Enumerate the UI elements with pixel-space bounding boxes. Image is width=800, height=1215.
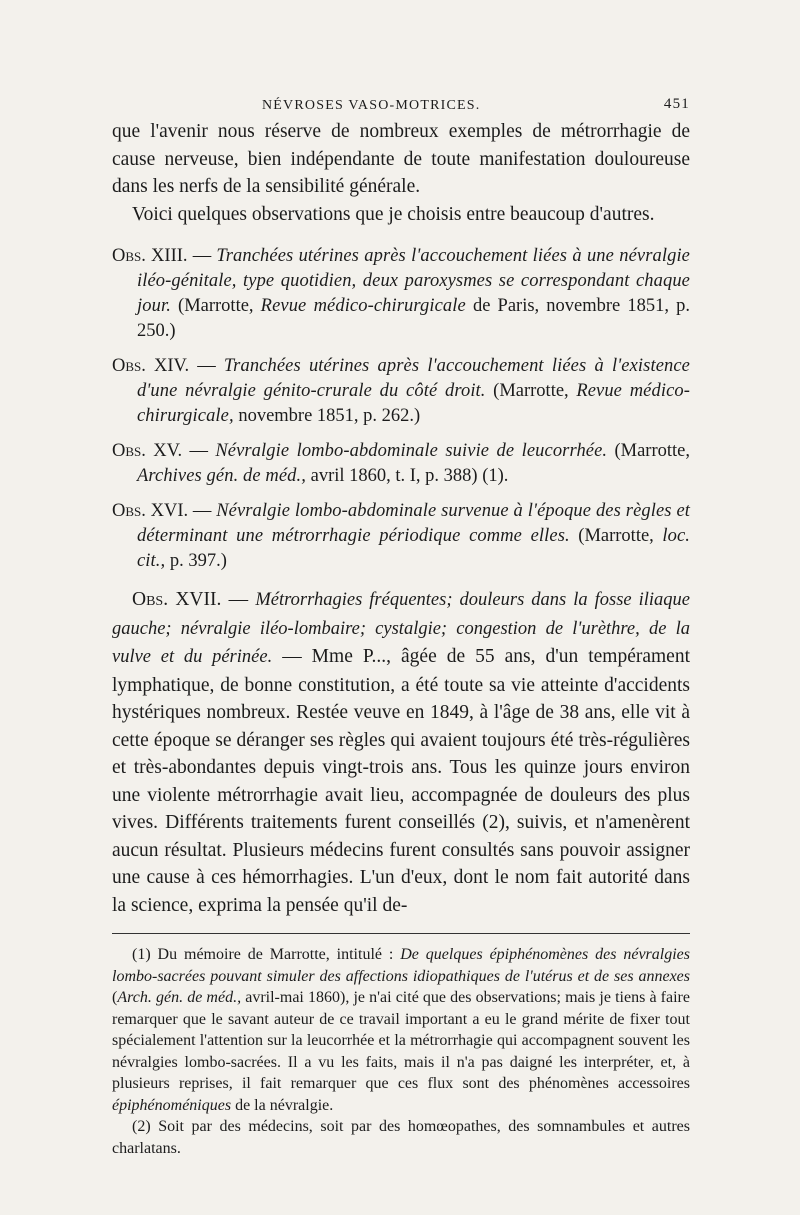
- obs-ref: Archives gén. de méd.,: [137, 466, 306, 486]
- obs-label: Obs. XVI.: [112, 501, 189, 521]
- footnote-2: (2) Soit par des médecins, soit par des homœopathes, des somnambules et autres charlatans.: [112, 1118, 690, 1157]
- obs-label: Obs. XIII.: [112, 246, 188, 266]
- observation-14: Obs. XIV. — Tranchées utérines après l'accouchement liées à l'existence d'une névralgie génito-crurale du côté droit. (Marrotte, Revue médico-chirurgicale, novembre 1851, p. 262.): [112, 356, 691, 426]
- running-title: NÉVROSES VASO-MOTRICES.: [262, 98, 481, 113]
- observation-17: Obs. XVII. — Métrorrhagies fréquentes; douleurs dans la fosse iliaque gauche; névralgie iléo-lombaire; cystalgie; congestion de l'urèthre, de la vulve et du périnée. — Mme P..., âgée de 55 ans, d'un tempérament lymphatique, de bonne constitution, a été toute sa vie atteinte d'accidents hystériques nombreux. Restée veuve en 1849, à l'âge de 38 ans, elle vit à cette époque se déranger ses règles qui avaient toujours été très-régulières et très-abondantes depuis vingt-trois ans. Tous les quinze jours environ une violente métrorrhagie avait lieu, accompagnée de douleurs des plus vives. Différents traitements furent conseillés (2), suivis, et n'amenèrent aucun résultat. Plusieurs médecins furent consultés sans pouvoir assigner une cause à ces hémorrhagies. L'un d'eux, dont le nom fait autorité dans la science, exprima la pensée qu'il de-: [112, 589, 691, 916]
- running-head: [112, 94, 690, 118]
- obs-text: — Mme P..., âgée de 55 ans, d'un tempérament lymphatique, de bonne constitution, a été toute sa vie atteinte d'accidents hystériques nombreux. Restée veuve en 1849, à l'âge de 38 ans, elle vit à cette époque se déranger ses règles qui avaient toujours été très-régulières et très-abondantes depuis vingt-trois ans. Tous les quinze jours environ une violente métrorrhagie avait lieu, accompagnée de douleurs des plus vives. Différents traitements furent conseillés (2), suivis, et n'amenèrent aucun résultat. Plusieurs médecins furent consultés sans pouvoir assigner une cause à ces hémorrhagies. L'un d'eux, dont le nom fait autorité dans la science, exprima la pensée qu'il de-: [112, 646, 690, 916]
- obs-label: Obs. XIV.: [112, 356, 190, 376]
- obs-title: Tranchées utérines après l'accouchement liées à une névralgie iléo-génitale, type quotidien, deux paroxysmes se correspondant chaque jour.: [137, 246, 690, 316]
- footnote-1: (1) Du mémoire de Marrotte, intitulé : De quelques épiphénomènes des névralgies lombo-sacrées pouvant simuler des affections idiopathiques de l'utérus et de ses annexes (Arch. gén. de méd., avril-mai 1860), je n'ai cité que des observations; mais je tiens à faire remarquer que le savant auteur de ce travail important a eu le grand mérite de fixer tout spécialement l'attention sur la leucorrhée et la métrorrhagie qui accompagnent souvent les névralgies lombo-sacrées. Il a vu les faits, mais il n'a pas daigné les interpréter, et, à plusieurs reprises, il fait remarquer que ces flux sont des phénomènes accessoires épiphénoméniques de la névralgie.: [112, 946, 690, 1114]
- page-number: 451: [663, 96, 690, 112]
- obs-title: Névralgie lombo-abdominale suivie de leucorrhée.: [215, 441, 608, 461]
- obs-title: Névralgie lombo-abdominale survenue à l'époque des règles et déterminant une métrorrhagie périodique comme elles.: [137, 501, 690, 546]
- paragraph-2: Voici quelques observations que je choisis entre beaucoup d'autres.: [132, 203, 655, 225]
- paragraph-1: que l'avenir nous réserve de nombreux exemples de métrorrhagie de cause nerveuse, bien indépendante de toute manifestation douloureuse dans les nerfs de la sensibilité générale.: [112, 121, 690, 197]
- obs-ref: Revue médico-chirurgicale: [260, 296, 466, 316]
- obs-ref: loc. cit.,: [137, 526, 690, 571]
- obs-title: Tranchées utérines après l'accouchement liées à l'existence d'une névralgie génito-crurale du côté droit.: [137, 356, 690, 401]
- footnote-divider: [112, 933, 690, 934]
- obs-ref: Revue médico-chirurgicale,: [137, 381, 691, 426]
- observation-15: Obs. XV. — Névralgie lombo-abdominale suivie de leucorrhée. (Marrotte, Archives gén. de méd., avril 1860, t. I, p. 388) (1).: [112, 441, 690, 486]
- observation-13: Obs. XIII. — Tranchées utérines après l'accouchement liées à une névralgie iléo-génitale, type quotidien, deux paroxysmes se correspondant chaque jour. (Marrotte, Revue médico-chirurgicale de Paris, novembre 1851, p. 250.): [112, 246, 690, 341]
- obs-title: Métrorrhagies fréquentes; douleurs dans la fosse iliaque gauche; névralgie iléo-lombaire; cystalgie; congestion de l'urèthre, de la vulve et du périnée.: [112, 590, 691, 667]
- observation-16: Obs. XVI. — Névralgie lombo-abdominale survenue à l'époque des règles et déterminant une métrorrhagie périodique comme elles. (Marrotte, loc. cit., p. 397.): [112, 501, 690, 571]
- page: [112, 94, 690, 1159]
- obs-label: Obs. XV.: [112, 441, 183, 461]
- obs-label: Obs. XVII.: [132, 589, 222, 610]
